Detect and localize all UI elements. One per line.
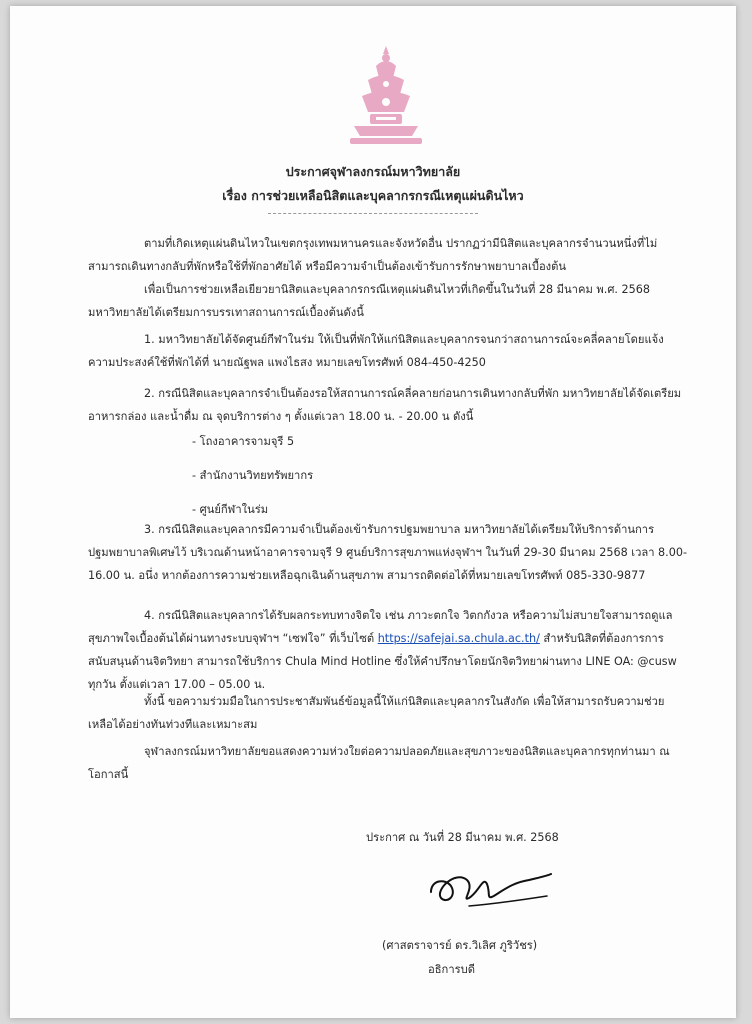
university-crest-logo (346, 44, 426, 149)
item-4-mental-health (88, 604, 688, 696)
item-4-text-b: สำหรับนิสิตที่ต้องการการสนับสนุนด้านจิตวิทยา สามารถใช้บริการ Chula Mind Hotline ซึ่งให้คำปรึกษาโดยนักจิตวิทยาผ่านทาง LINE OA: @cusw ทุกวัน ตั้งแต่เวลา 17.00 – 05.00 น. (88, 632, 677, 691)
announcement-title: ประกาศจุฬาลงกรณ์มหาวิทยาลัย (285, 164, 461, 179)
location-item: - ศูนย์กีฬาในร่ม (192, 503, 269, 516)
signer-position: อธิการบดี (428, 963, 475, 976)
signer-name: (ศาสตราจารย์ ดร.วิเลิศ ภูริวัชร) (382, 939, 538, 952)
cooperation-paragraph: ทั้งนี้ ขอความร่วมมือในการประชาสัมพันธ์ข้อมูลนี้ให้แก่นิสิตและบุคลากรในสังกัด เพื่อให้สามารถรับความช่วยเหลือได้อย่างทันท่วงทีและเหมาะสม (88, 695, 665, 731)
closing-paragraph: จุฬาลงกรณ์มหาวิทยาลัยขอแสดงความห่วงใยต่อความปลอดภัยและสุขภาวะของนิสิตและบุคลากรทุกท่านมา ณ โอกาสนี้ (88, 745, 670, 781)
item-4-text-a: 4. กรณีนิสิตและบุคลากรได้รับผลกระทบทางจิตใจ เช่น ภาวะตกใจ วิตกกังวล หรือความไม่สบายใจสามารถดูแลสุขภาพใจเบื้องต้นได้ผ่านทางระบบจุฬาฯ “เซฟใจ” ที่เว็บไซต์ (88, 609, 673, 645)
item-3-first-aid: 3. กรณีนิสิตและบุคลากรมีความจำเป็นต้องเข้ารับการปฐมพยาบาล มหาวิทยาลัยได้เตรียมให้บริการด้านการปฐมพยาบาลพิเศษไว้ บริเวณด้านหน้าอาคารจามจุรี 9 ศูนย์บริการสุขภาพแห่งจุฬาฯ ในวันที่ 29-30 มีนาคม 2568 เวลา 8.00-16.00 น. อนึ่ง หากต้องการความช่วยเหลือฉุกเฉินด้านสุขภาพ สามารถติดต่อได้ที่หมายเลขโทรศัพท์ 085-330-9877 (88, 523, 688, 582)
announcement-page (10, 6, 736, 1018)
intro-paragraph: ตามที่เกิดเหตุแผ่นดินไหวในเขตกรุงเทพมหานครและจังหวัดอื่น ปรากฏว่ามีนิสิตและบุคลากรจำนวนหนึ่งที่ไม่สามารถเดินทางกลับที่พักหรือใช้ที่พักอาศัยได้ หรือมีความจำเป็นต้องเข้ารับการรักษาพยาบาลเบื้องต้น (88, 237, 658, 273)
purpose-paragraph: เพื่อเป็นการช่วยเหลือเยียวยานิสิตและบุคลากรกรณีเหตุแผ่นดินไหวที่เกิดขึ้นในวันที่ 28 มีนาคม พ.ศ. 2568 มหาวิทยาลัยได้เตรียมการบรรเทาสถานการณ์เบื้องต้นดังนี้ (88, 283, 650, 319)
safejai-link[interactable]: https://safejai.sa.chula.ac.th/ (377, 632, 540, 645)
location-item: - โถงอาคารจามจุรี 5 (192, 435, 295, 448)
announcement-subject: เรื่อง การช่วยเหลือนิสิตและบุคลากรกรณีเหตุแผ่นดินไหว (222, 188, 524, 203)
location-item: - สำนักงานวิทยทรัพยากร (192, 469, 314, 482)
signature (425, 858, 555, 918)
title-divider (268, 213, 478, 214)
item-1-shelter: 1. มหาวิทยาลัยได้จัดศูนย์กีฬาในร่ม ให้เป็นที่พักให้แก่นิสิตและบุคลากรจนกว่าสถานการณ์จะคลี่คลายโดยแจ้งความประสงค์ใช้ที่พักได้ที่ นายณัฐพล แพงไธสง หมายเลขโทรศัพท์ 084-450-4250 (88, 333, 664, 369)
item-2-food: 2. กรณีนิสิตและบุคลากรจำเป็นต้องรอให้สถานการณ์คลี่คลายก่อนการเดินทางกลับที่พัก มหาวิทยาลัยได้จัดเตรียมอาหารกล่อง และน้ำดื่ม ณ จุดบริการต่าง ๆ ตั้งแต่เวลา 18.00 น. - 20.00 น ดังนี้ (88, 387, 682, 423)
announcement-date: ประกาศ ณ วันที่ 28 มีนาคม พ.ศ. 2568 (366, 831, 559, 844)
